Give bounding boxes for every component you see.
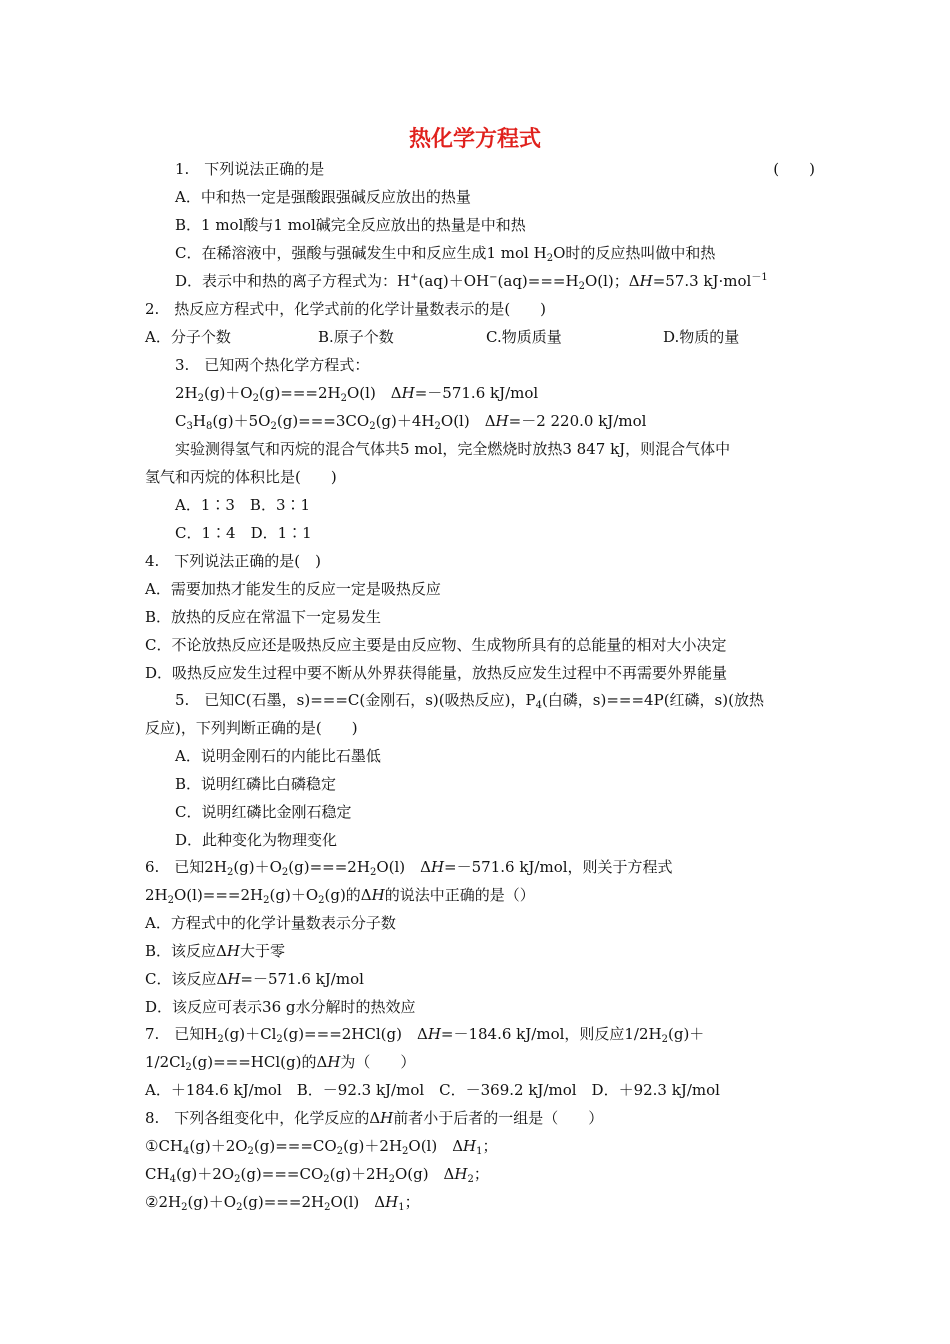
q3-options-ab: A．1∶3 B．3∶1 [175, 496, 311, 514]
q5-option-b: B．说明红磷比白磷稳定 [175, 775, 337, 793]
q8-equation-2: $CH_4(g)+2O_2(g)===CO_2(g)+2H_2O(g)$ $\Delta H_2$； [145, 1165, 489, 1185]
q1-stem [175, 155, 815, 183]
q2-option-c: C.物质质量 [486, 328, 562, 346]
q6-option-b: B．该反应ΔH大于零 [145, 942, 285, 960]
q4-option-a: A．需要加热才能发生的反应一定是吸热反应 [145, 580, 441, 598]
q5-stem-line-1: 5. 已知C(石墨，s)===C(金刚石，s)(吸热反应)，$P_4$(白磷，s)===4P(红磷，s)(放热 [175, 691, 764, 711]
q3-options-cd: C．1∶4 D．1∶1 [175, 524, 312, 542]
q8-equation-1: $①CH_4(g)+2O_2(g)===CO_2(g)+2H_2O(l)$ $\Delta H_1$； [145, 1137, 498, 1157]
q4-option-b: B．放热的反应在常温下一定易发生 [145, 608, 382, 626]
q4-option-c: C．不论放热反应还是吸热反应主要是由反应物、生成物所具有的总能量的相对大小决定 [145, 636, 727, 654]
q5-option-c: C．说明红磷比金刚石稳定 [175, 803, 352, 821]
q7-stem-line-1: 7. 已知$H_2(g)+Cl_2(g)===2HCl(g)$ ΔH=－184.6 kJ/mol，则反应$1/2H_2(g)+$ [145, 1025, 705, 1045]
q3-equation-1: $2H_2(g)+O_2(g)===2H_2O(l)$ ΔH=－571.6 kJ/mol [175, 384, 539, 404]
page-title: 热化学方程式 [408, 127, 541, 152]
q7-stem-line-2: $1/2Cl_2(g)===HCl(g)$的ΔH为（ ） [145, 1053, 416, 1073]
q1-answer-paren: ( ) [773, 160, 815, 178]
q2-option-a: A．分子个数 [145, 328, 231, 346]
q6-option-a: A．方程式中的化学计量数表示分子数 [145, 914, 396, 932]
q8-equation-3: $②2H_2(g)+O_2(g)===2H_2O(l)$ $\Delta H_1$； [145, 1193, 420, 1213]
q2-option-b: B.原子个数 [318, 328, 394, 346]
q6-option-d: D．该反应可表示36 g水分解时的热效应 [145, 998, 416, 1016]
q3-equation-2: $C_3H_8(g)+5O_2(g)===3CO_2(g)+4H_2O(l)$ ΔH=－2 220.0 kJ/mol [175, 412, 647, 432]
q2-option-d: D.物质的量 [663, 328, 740, 346]
q1-stem-text: 1. 下列说法正确的是 [175, 160, 325, 178]
q5-option-a: A．说明金刚石的内能比石墨低 [175, 747, 381, 765]
q2-stem: 2. 热反应方程式中，化学式前的化学计量数表示的是( ) [145, 300, 547, 318]
q4-stem: 4. 下列说法正确的是( ) [145, 552, 322, 570]
q7-options: A．＋184.6 kJ/mol B．－92.3 kJ/mol C．－369.2 kJ/mol D．＋92.3 kJ/mol [145, 1081, 720, 1099]
q8-stem: 8. 下列各组变化中，化学反应的ΔH前者小于后者的一组是（ ） [145, 1109, 604, 1127]
q3-stem: 3. 已知两个热化学方程式： [175, 356, 370, 374]
q3-text-line-2: 氢气和丙烷的体积比是( ) [145, 468, 337, 486]
q1-option-b: B．1 mol酸与1 mol碱完全反应放出的热量是中和热 [175, 216, 526, 234]
q6-stem-line-2: $2H_2O(l)===2H_2(g)+O_2(g)$的ΔH的说法中正确的是（） [145, 886, 535, 906]
q6-stem-line-1: 6. 已知$2H_2(g)+O_2(g)===2H_2O(l)$ ΔH=－571.6 kJ/mol，则关于方程式 [145, 858, 673, 878]
q1-option-d: D．表示中和热的离子方程式为：$H^+(aq)+OH^-(aq)===H_2O(l)$；ΔH=57.3 kJ·mol$^{-1}$ [175, 272, 768, 292]
q6-option-c: C．该反应ΔH=－571.6 kJ/mol [145, 970, 364, 988]
q4-option-d: D．吸热反应发生过程中要不断从外界获得能量，放热反应发生过程中不再需要外界能量 [145, 664, 728, 682]
q5-option-d: D．此种变化为物理变化 [175, 831, 338, 849]
q1-option-a: A．中和热一定是强酸跟强碱反应放出的热量 [175, 188, 471, 206]
q3-text-line-1: 实验测得氢气和丙烷的混合气体共5 mol，完全燃烧时放热3 847 kJ，则混合气体中 [175, 440, 731, 458]
q5-stem-line-2: 反应)，下列判断正确的是( ) [145, 719, 358, 737]
q1-option-c: C．在稀溶液中，强酸与强碱发生中和反应生成1 mol $H_2O$时的反应热叫做中和热 [175, 244, 716, 264]
